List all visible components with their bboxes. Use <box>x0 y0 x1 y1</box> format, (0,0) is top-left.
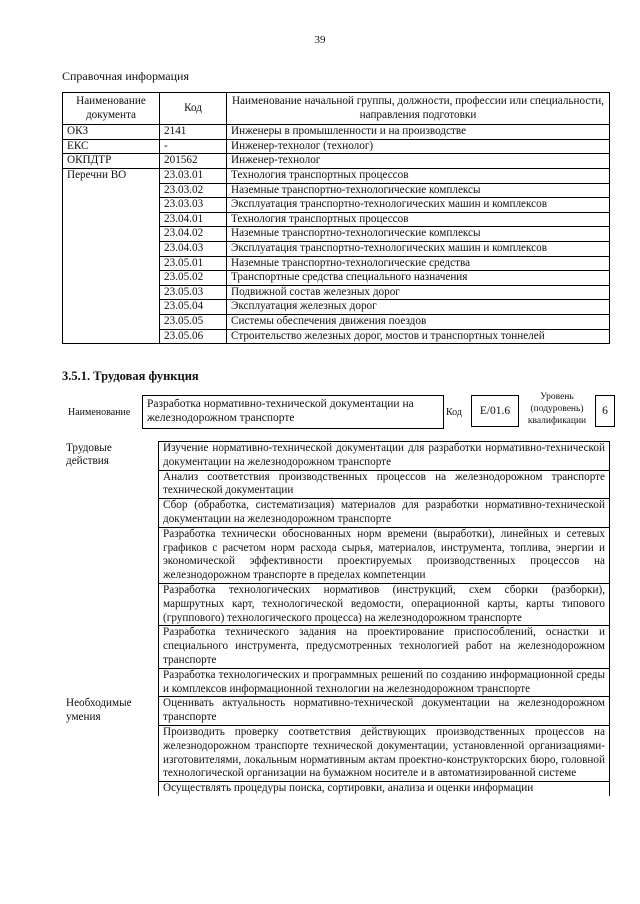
reference-code: 201562 <box>160 154 227 169</box>
reference-code: 23.05.02 <box>160 271 227 286</box>
skill-row <box>62 697 610 726</box>
reference-name: Транспортные средства специального назначения <box>227 271 610 286</box>
page-number: 39 <box>314 34 326 46</box>
reference-document: Перечни ВО <box>63 168 160 343</box>
reference-name: Технология транспортных процессов <box>227 212 610 227</box>
reference-code: 23.05.04 <box>160 300 227 315</box>
reference-header-row <box>63 93 610 125</box>
reference-name: Наземные транспортно-технологические комплексы <box>227 227 610 242</box>
function-name: Разработка нормативно-технической документации на железнодорожном транспорте <box>142 395 444 429</box>
skill: Производить проверку соответствия действующих производственных процессов на железнодорожном транспорте технической документации, установленной организациями-изготовителями, локальным нормативным актам проектно-конструкторских бюро, головной технологической организации на бумажном носителе и в автоматизированной системе <box>159 725 610 781</box>
reference-name: Инженер-технолог (технолог) <box>227 139 610 154</box>
reference-code: 2141 <box>160 125 227 140</box>
labor-action: Анализ соответствия производственных процессов на железнодорожном транспорте технической документации <box>159 470 610 499</box>
reference-name: Технология транспортных процессов <box>227 168 610 183</box>
labor-action: Разработка технически обоснованных норм времени (выработки), линейных и сетевых графиков с расчетом норм расхода сырья, материалов, инструмента, топлива, энергии и экономической эффективности проектируемых производственных процессов на железнодорожном транспорте в пределах компетенции <box>159 527 610 583</box>
function-code: E/01.6 <box>471 395 519 427</box>
reference-code: 23.05.01 <box>160 256 227 271</box>
reference-document: ЕКС <box>63 139 160 154</box>
reference-name: Эксплуатация железных дорог <box>227 300 610 315</box>
reference-row <box>63 125 610 140</box>
reference-title: Справочная информация <box>62 69 189 83</box>
reference-name: Строительство железных дорог, мостов и транспортных тоннелей <box>227 329 610 344</box>
labor-action: Изучение нормативно-технической документации для разработки нормативно-технической документации на железнодорожном транспорте <box>159 442 610 471</box>
reference-name: Наземные транспортно-технологические комплексы <box>227 183 610 198</box>
reference-code: 23.05.05 <box>160 314 227 329</box>
function-header <box>62 392 618 431</box>
function-title: 3.5.1. Трудовая функция <box>62 369 199 383</box>
labor-action: Разработка технологических нормативов (инструкций, схем сборки (разборки), маршрутных карт, технологической ведомости, операционной карты, карты типового (группового) технологического процесса) на железнодорожном транспорте <box>159 583 610 625</box>
reference-code: 23.03.02 <box>160 183 227 198</box>
reference-code: 23.04.03 <box>160 241 227 256</box>
reference-name: Эксплуатация транспортно-технологических машин и комплексов <box>227 241 610 256</box>
reference-code: 23.04.01 <box>160 212 227 227</box>
reference-document: ОКПДТР <box>63 154 160 169</box>
header-name: Наименование начальной группы, должности, профессии или специальности, направления подготовки <box>227 93 610 125</box>
activities-table <box>62 441 610 796</box>
reference-row <box>63 168 610 183</box>
reference-name: Подвижной состав железных дорог <box>227 285 610 300</box>
reference-name: Инженеры в промышленности и на производстве <box>227 125 610 140</box>
reference-code: 23.04.02 <box>160 227 227 242</box>
function-level-label: Уровень (подуровень) квалификации <box>527 392 587 426</box>
reference-name: Инженер-технолог <box>227 154 610 169</box>
function-name-label: Наименование <box>68 407 131 418</box>
reference-code: 23.05.06 <box>160 329 227 344</box>
labor-action-row <box>62 442 610 471</box>
reference-document: ОКЗ <box>63 125 160 140</box>
labor-action: Разработка технического задания на проектирование приспособлений, оснастки и специального инструмента, предусмотренных технологией работ на железнодорожном транспорте <box>159 626 610 668</box>
reference-row <box>63 154 610 169</box>
labor-action: Разработка технологических и программных решений по созданию информационной среды и комплексов информационной технологии на железнодорожном транспорте <box>159 668 610 697</box>
reference-name: Системы обеспечения движения поездов <box>227 314 610 329</box>
skill: Осуществлять процедуры поиска, сортировки, анализа и оценки информации <box>159 782 610 796</box>
labor-action: Сбор (обработка, систематизация) материалов для разработки нормативно-технической документации на железнодорожном транспорте <box>159 499 610 528</box>
reference-name: Наземные транспортно-технологические средства <box>227 256 610 271</box>
reference-code: 23.05.03 <box>160 285 227 300</box>
reference-row <box>63 139 610 154</box>
reference-name: Эксплуатация транспортно-технологических машин и комплексов <box>227 198 610 213</box>
reference-table <box>62 92 610 344</box>
skill: Оценивать актуальность нормативно-технической документации на железнодорожном транспорте <box>159 697 610 726</box>
skills-label: Необходимые умения <box>66 696 132 723</box>
function-code-label: Код <box>446 407 462 418</box>
header-code: Код <box>160 93 227 125</box>
header-document: Наименование документа <box>63 93 160 125</box>
reference-code: 23.03.01 <box>160 168 227 183</box>
function-level: 6 <box>595 395 615 427</box>
reference-code: - <box>160 139 227 154</box>
reference-code: 23.03.03 <box>160 198 227 213</box>
labor-actions-label: Трудовые действия <box>66 441 112 468</box>
